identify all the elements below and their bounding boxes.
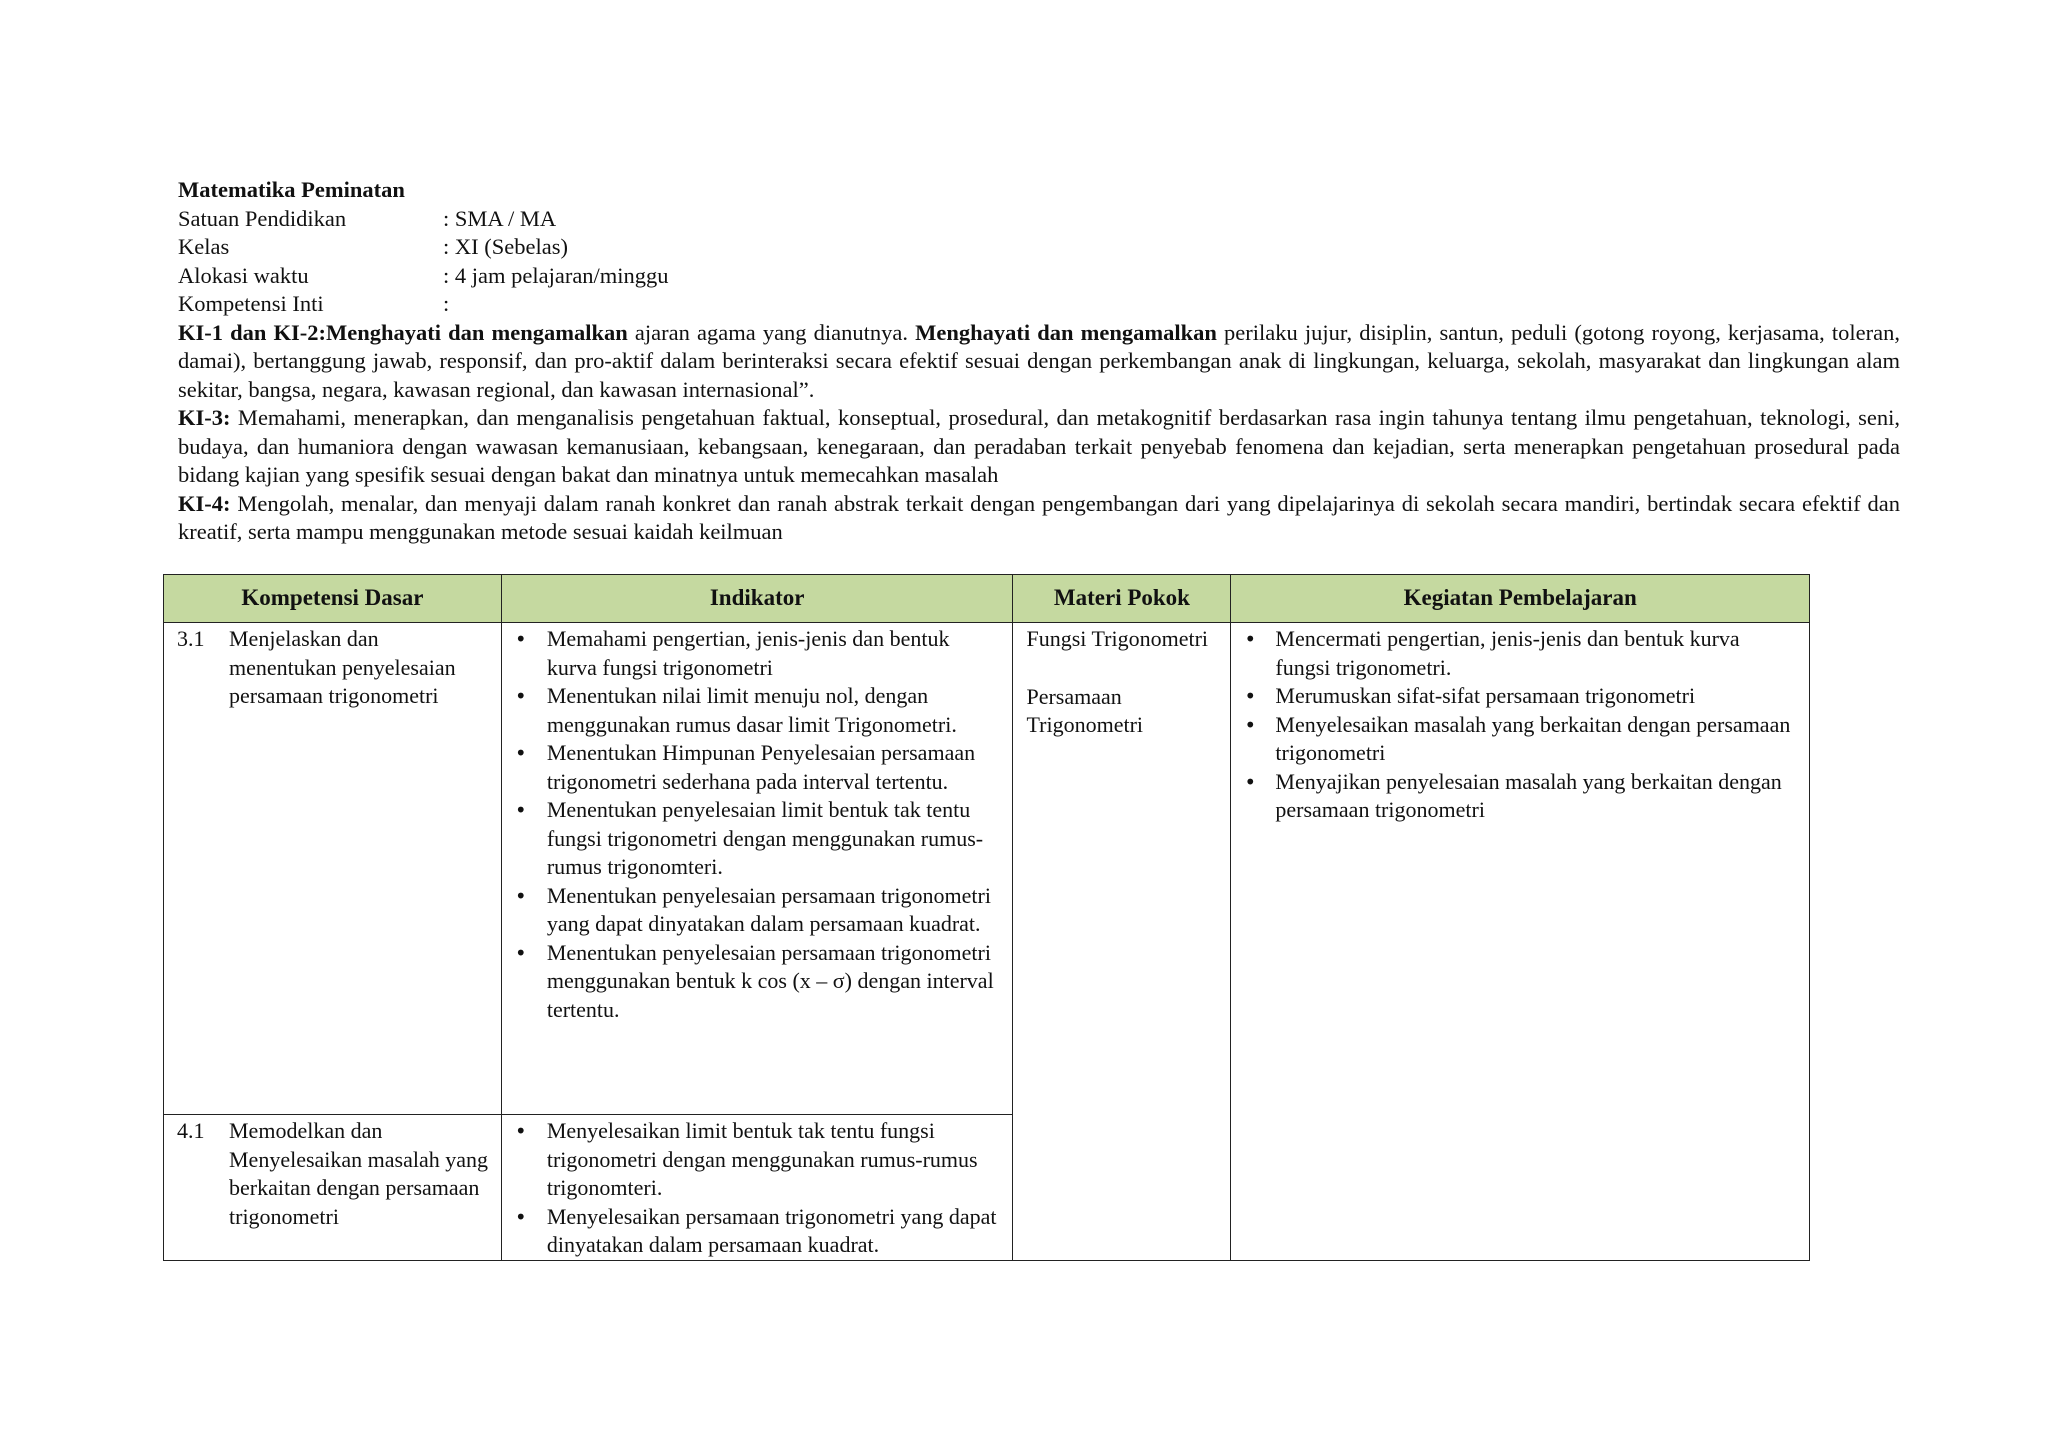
document-title: Matematika Peminatan <box>178 177 405 202</box>
materi-item: Persamaan Trigonometri <box>1026 683 1144 737</box>
column-header-materi-pokok: Materi Pokok <box>1013 575 1231 623</box>
ki-4-paragraph <box>178 490 1900 547</box>
list-item: • Merumuskan sifat-sifat persamaan trigonometri <box>1275 682 1795 711</box>
ki-label: KI-4: <box>178 490 231 516</box>
list-item: • Memahami pengertian, jenis-jenis dan bentuk kurva fungsi trigonometri <box>547 625 999 682</box>
ki-label: KI-1 dan KI-2: <box>178 319 327 345</box>
meta-label: Kompetensi Inti <box>178 291 324 316</box>
table-row <box>164 623 1810 1115</box>
list-item: • Menyelesaikan masalah yang berkaitan dengan persamaan trigonometri <box>1275 711 1795 768</box>
ki-bold-phrase: Menghayati dan mengamalkan <box>915 319 1217 345</box>
kd-number: 4.1 <box>177 1118 205 1143</box>
column-header-kompetensi-dasar: Kompetensi Dasar <box>164 575 502 623</box>
list-item: • Menentukan nilai limit menuju nol, dengan menggunakan rumus dasar limit Trigonometri. <box>547 682 999 739</box>
column-header-indikator: Indikator <box>501 575 1013 623</box>
column-header-kegiatan-pembelajaran: Kegiatan Pembelajaran <box>1231 575 1810 623</box>
indikator-list <box>502 625 999 1024</box>
competency-table <box>163 574 1810 1261</box>
list-item: • Menyelesaikan limit bentuk tak tentu fungsi trigonometri dengan menggunakan rumus-rumus trigonomteri. <box>547 1117 999 1203</box>
list-item: • Menentukan Himpunan Penyelesaian persamaan trigonometri sederhana pada interval tertentu. <box>547 739 999 796</box>
ki-text: perilaku jujur, disiplin, santun, peduli (gotong royong, kerjasama, toleran, damai), bertanggung jawab, responsif, dan pro-aktif dalam berinteraksi secara efektif sesuai dengan perkembangan anak di lingkungan, keluarga, sekolah, masyarakat dan lingkungan alam sekitar, bangsa, negara, kawasan regional, dan kawasan internasional”. <box>178 319 1900 402</box>
indikator-cell <box>501 623 1013 1115</box>
kompetensi-dasar-cell <box>164 1115 502 1261</box>
list-item: • Menentukan penyelesaian persamaan trigonometri menggunakan bentuk k cos (x – σ) dengan interval tertentu. <box>547 939 999 1025</box>
meta-value: : XI (Sebelas) <box>443 234 568 259</box>
materi-pokok-cell <box>1013 623 1231 1261</box>
kd-number: 3.1 <box>177 626 205 651</box>
ki-text: Mengolah, menalar, dan menyaji dalam ranah konkret dan ranah abstrak terkait dengan pengembangan dari yang dipelajarinya di sekolah secara mandiri, bertindak secara efektif dan kreatif, serta mampu menggunakan metode sesuai kaidah keilmuan <box>178 490 1900 544</box>
meta-label: Kelas <box>178 234 230 259</box>
meta-label: Satuan Pendidikan <box>178 205 347 231</box>
indikator-list <box>502 1117 999 1260</box>
kd-text: Menjelaskan dan menentukan penyelesaian persamaan trigonometri <box>229 626 456 708</box>
kompetensi-dasar-cell <box>164 623 502 1115</box>
ki-text: ajaran agama yang dianutnya. <box>627 319 916 345</box>
document-header <box>178 176 1900 547</box>
meta-kelas <box>178 233 1900 262</box>
ki-text: Memahami, menerapkan, dan menganalisis pengetahuan faktual, konseptual, prosedural, dan metakognitif berdasarkan rasa ingin tahunya tentang ilmu pengetahuan, teknologi, seni, budaya, dan humaniora dengan wawasan kemanusiaan, kebangsaan, kenegaraan, dan peradaban terkait penyebab fenomena dan kejadian, serta menerapkan pengetahuan prosedural pada bidang kajian yang spesifik sesuai dengan bakat dan minatnya untuk memecahkan masalah <box>178 405 1900 487</box>
list-item: • Menentukan penyelesaian persamaan trigonometri yang dapat dinyatakan dalam persamaan kuadrat. <box>547 882 999 939</box>
indikator-cell <box>501 1115 1013 1261</box>
ki-bold-phrase: Menghayati dan mengamalkan <box>326 319 628 345</box>
meta-value: : 4 jam pelajaran/minggu <box>443 262 669 288</box>
materi-item: Fungsi Trigonometri <box>1026 626 1209 651</box>
ki-3-paragraph <box>178 404 1900 490</box>
list-item: • Menyajikan penyelesaian masalah yang berkaitan dengan persamaan trigonometri <box>1275 768 1795 825</box>
meta-kompetensi-inti <box>178 290 1900 319</box>
kd-text: Memodelkan dan Menyelesaikan masalah yang berkaitan dengan persamaan trigonometri <box>229 1118 489 1229</box>
list-item: • Mencermati pengertian, jenis-jenis dan bentuk kurva fungsi trigonometri. <box>1275 625 1795 682</box>
ki-1-2-paragraph <box>178 319 1900 405</box>
meta-label: Alokasi waktu <box>178 262 309 288</box>
meta-satuan-pendidikan <box>178 205 1900 234</box>
list-item: • Menentukan penyelesaian limit bentuk tak tentu fungsi trigonometri dengan menggunakan rumus-rumus trigonomteri. <box>547 796 999 882</box>
meta-alokasi-waktu <box>178 262 1900 291</box>
kegiatan-list <box>1231 625 1795 825</box>
list-item: • Menyelesaikan persamaan trigonometri yang dapat dinyatakan dalam persamaan kuadrat. <box>547 1203 999 1260</box>
ki-label: KI-3: <box>178 405 231 430</box>
meta-value: : <box>443 291 450 316</box>
table-header-row <box>164 575 1810 623</box>
kegiatan-pembelajaran-cell <box>1231 623 1810 1261</box>
meta-value: : SMA / MA <box>443 205 557 231</box>
